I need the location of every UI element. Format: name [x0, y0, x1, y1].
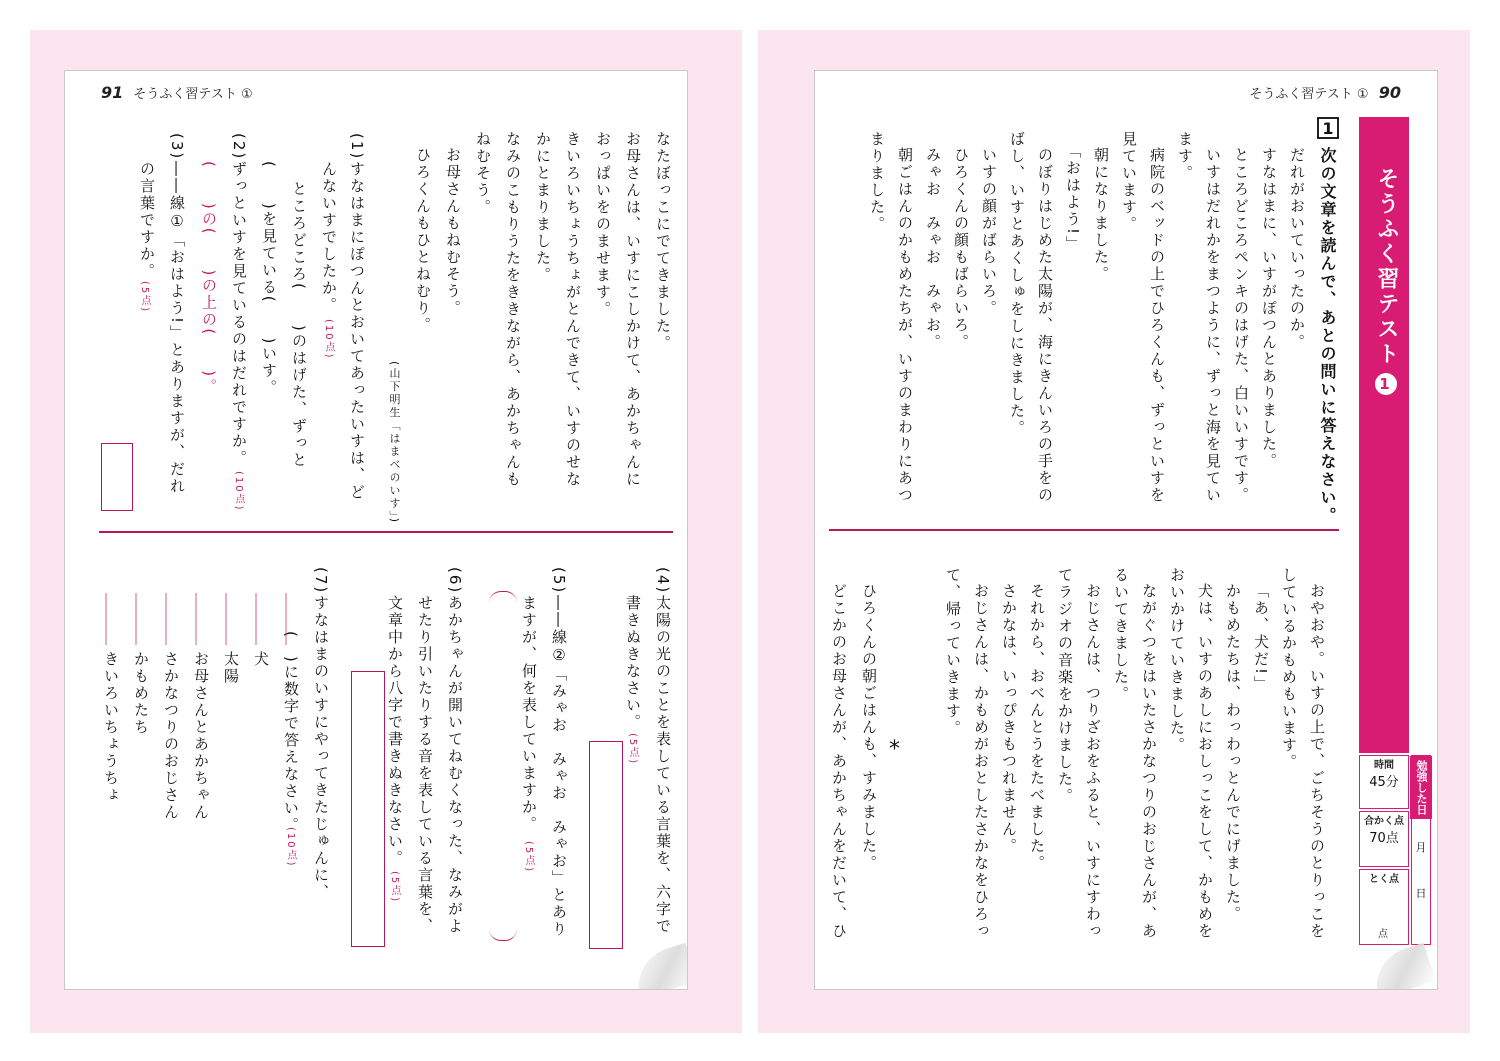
- q7-answer-blanks[interactable]: [99, 593, 305, 645]
- q6-text-3: 文章中から八字で書きぬきなさい。: [386, 595, 404, 867]
- q7-text-1: すなはまのいすにやってきたじゅんに、: [312, 595, 330, 901]
- story-line: なたぼっこにでてきました。: [654, 131, 672, 352]
- q4-points: (5点): [627, 733, 638, 766]
- pass-stat: [1359, 811, 1409, 867]
- story-line: かもめたちは、わっわっとんでにげました。: [1224, 583, 1242, 923]
- story-line: だれがおいていったのか。: [1288, 147, 1306, 351]
- story-line: お母さんもねむそう。: [444, 147, 462, 317]
- q6-number: (6): [446, 567, 464, 595]
- story-line: ひろくんもひとねむり。: [414, 147, 432, 334]
- q5-answer-bracket[interactable]: [489, 591, 517, 941]
- story-line: 見ています。: [1120, 131, 1138, 233]
- page-curl-left: [628, 943, 688, 990]
- score-unit: 点: [1378, 929, 1388, 940]
- story-line: しているかもめもいます。: [1280, 567, 1298, 771]
- question-number-box: 1: [1317, 117, 1339, 139]
- story-line: いすの顔がばらいろ。: [980, 147, 998, 317]
- q4-text-2: 書きぬきなさい。: [624, 595, 642, 731]
- right-page-number: 90: [1378, 83, 1401, 102]
- q5-points: (5点): [523, 841, 534, 874]
- q1-blank-line-1: ところどころ( )のはげた、ずっと: [290, 181, 308, 469]
- story-line: おやおや。いすの上で、ごちそうのとりっこを: [1308, 583, 1326, 940]
- q7-option: かもめたち: [132, 651, 150, 736]
- story-line: まりました。: [868, 131, 886, 233]
- right-header-title: そうふく習テスト ①: [1249, 87, 1369, 102]
- q3-number: (3): [168, 133, 186, 161]
- story-line: なみのこもりうたをききながら、あかちゃんも: [504, 131, 522, 488]
- banner-title: そうふく習テスト1: [1374, 167, 1399, 393]
- q7-points: (10点): [285, 827, 296, 868]
- month-label: 月: [1415, 841, 1427, 854]
- score-label: とく点: [1360, 870, 1408, 885]
- pass-label: 合かく点: [1360, 812, 1408, 827]
- right-header: [1249, 83, 1407, 102]
- q3-text-1: ――線①「おはよう!」とありますが、だれ: [168, 161, 186, 496]
- left-header-title: そうふく習テスト ①: [133, 87, 253, 102]
- banner-number: 1: [1375, 373, 1397, 395]
- day-label: 日: [1415, 887, 1427, 900]
- q2-number: (2): [230, 133, 248, 161]
- q1-blank-line-2: ( )を見ている( )いす。: [260, 161, 278, 397]
- right-divider: [829, 529, 1339, 531]
- story-line: おじさんは、つりざおをふると、いすにすわっ: [1084, 583, 1102, 940]
- story-source: (山下明生「はまべのいす」): [388, 361, 401, 525]
- left-divider: [99, 531, 673, 533]
- q1-points: (10点): [323, 319, 334, 360]
- q5-number: (5): [550, 567, 568, 595]
- q4-number: (4): [654, 567, 672, 595]
- time-value: 45分: [1369, 775, 1399, 790]
- q4-text-1: 太陽の光のことを表している言葉を、六字で: [654, 595, 672, 935]
- story-line: てラジオの音楽をかけました。: [1056, 567, 1074, 805]
- story-line: 朝になりました。: [1092, 147, 1110, 283]
- story-line: ところどころペンキのはげた、白いいすです。: [1232, 147, 1250, 504]
- q7-option: きいろいちょうちょ: [102, 651, 120, 804]
- q5-text-2: ますが、何を表していますか。: [520, 595, 538, 833]
- story-line: ひろくんの顔もばらいろ。: [952, 147, 970, 351]
- q1-number: (1): [348, 133, 366, 161]
- story-line: それから、おべんとうをたべました。: [1028, 583, 1046, 872]
- q2-text: ずっといすを見ているのはだれですか。: [230, 161, 248, 467]
- story-line: ます。: [1176, 131, 1194, 182]
- section-asterisk: *: [889, 737, 900, 762]
- story-line: ひろくんの朝ごはんも、すみました。: [860, 583, 878, 872]
- q1-text-1: すなはまにぽつんとおいてあったいすは、ど: [348, 161, 366, 501]
- q2-blank-line: ( )の( )の上の( )。: [200, 161, 218, 396]
- instruction: 次の文章を読んで、あとの問いに答えなさい。: [1318, 147, 1337, 525]
- q6-points: (5点): [389, 871, 400, 904]
- q3-answer-box[interactable]: [101, 443, 133, 511]
- story-line: おっぱいをのませます。: [594, 131, 612, 318]
- q7-option: 犬: [252, 651, 270, 668]
- story-line: 朝ごはんのかもめたちが、いすのまわりにあつ: [896, 147, 914, 504]
- story-line: おじさんは、かもめがおとしたさかなをひろっ: [972, 583, 990, 940]
- story-line: ばし、いすとあくしゅをしにきました。: [1008, 131, 1026, 437]
- story-line: て、帰っていきます。: [944, 567, 962, 737]
- story-line: 「あ、犬だ!」: [1252, 583, 1270, 694]
- story-line: のぼりはじめた太陽が、海にきんいろの手をの: [1036, 147, 1054, 504]
- story-line: 犬は、いすのあしにおしっこをして、かもめを: [1196, 583, 1214, 940]
- story-line: お母さんは、いすにこしかけて、あかちゃんに: [624, 131, 642, 488]
- q7-option: お母さんとあかちゃん: [192, 651, 210, 821]
- score-stat[interactable]: [1359, 869, 1409, 945]
- story-line: すなはまに、いすがぽつんとありました。: [1260, 147, 1278, 470]
- story-line: どこかのお母さんが、あかちゃんをだいて、ひ: [830, 583, 848, 940]
- q7-text-2: ( )に数字で答えなさい。: [282, 631, 300, 834]
- q6-text-2: せたり引いたりする音を表している言葉を、: [416, 595, 434, 935]
- right-page-sheet: [814, 70, 1438, 990]
- q3-text-2: の言葉ですか。: [138, 161, 156, 280]
- q7-number: (7): [312, 567, 330, 595]
- story-line: きいろいちょうちょがとんできて、いすのせな: [564, 131, 582, 488]
- story-line: さかなは、いっぴきもつれません。: [1000, 583, 1018, 855]
- q7-option: 太陽: [222, 651, 240, 685]
- q7-option: さかなつりのおじさん: [162, 651, 180, 821]
- story-line: 病院のベッドの上でひろくんも、ずっといすを: [1148, 147, 1166, 504]
- time-stat: [1359, 755, 1409, 809]
- page-curl-right: [1366, 943, 1435, 990]
- q1-text-2: んないすでしたか。: [320, 161, 338, 314]
- story-line: るいてきました。: [1112, 567, 1130, 703]
- left-header: [95, 83, 253, 102]
- story-line: ねむそう。: [474, 131, 492, 216]
- left-page-sheet: [64, 70, 688, 990]
- story-line: ながぐつをはいたさかなつりのおじさんが、あ: [1140, 583, 1158, 940]
- story-line: みゃお みゃお みゃお。: [924, 147, 942, 351]
- story-line: かにとまりました。: [534, 131, 552, 284]
- q6-answer-box[interactable]: [351, 671, 385, 947]
- q2-points: (10点): [233, 471, 244, 512]
- story-line: いすはだれかをまつように、ずっと海を見てい: [1204, 147, 1222, 504]
- q5-text-1: ――線②「みゃお みゃお みゃお」とあり: [550, 595, 568, 938]
- time-label: 時間: [1360, 756, 1408, 771]
- q6-text-1: あかちゃんが開いてねむくなった、なみがよ: [446, 595, 464, 935]
- q4-answer-box[interactable]: [589, 741, 623, 949]
- study-date-box[interactable]: [1411, 755, 1431, 945]
- pass-value: 70点: [1369, 831, 1399, 846]
- story-line: 「おはよう!」: [1064, 143, 1082, 254]
- story-line: おいかけていきました。: [1168, 567, 1186, 754]
- study-date-label: 勉強した日: [1410, 756, 1432, 819]
- left-page-number: 91: [101, 83, 124, 102]
- q3-points: (5点): [139, 281, 150, 314]
